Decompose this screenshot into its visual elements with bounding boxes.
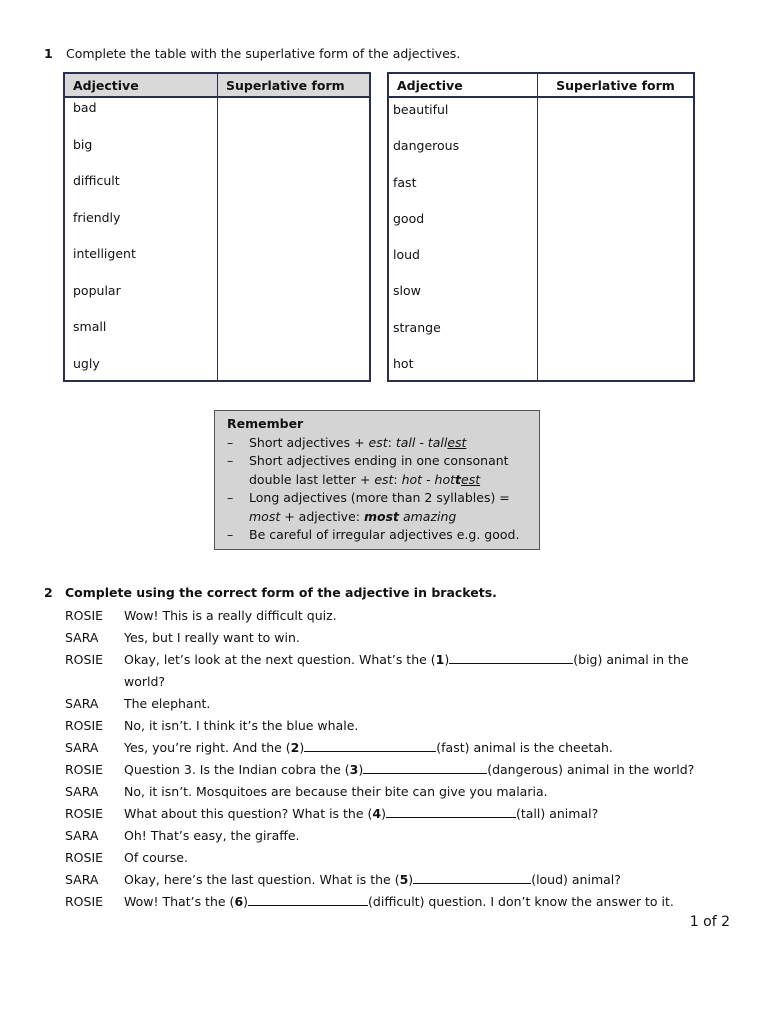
dialogue-line [65, 759, 705, 781]
speaker: ROSIE [65, 894, 104, 909]
line-text: Wow! This is a really difficult quiz. [124, 608, 337, 623]
header-adjective: Adjective [388, 73, 538, 97]
adjective-cell: fast [393, 174, 417, 190]
dialogue-line [65, 627, 705, 649]
header-superlative: Superlative form [218, 73, 371, 97]
adjective-cell: popular [73, 282, 121, 298]
line-text: No, it isn’t. I think it’s the blue whale. [124, 718, 359, 733]
line-text: Of course. [124, 850, 188, 865]
question-number: 1 [44, 46, 53, 61]
adjective-table-left [63, 72, 371, 382]
adjective-cell: hot [393, 356, 414, 372]
blank-number: 3 [349, 762, 359, 777]
adjective-cell: big [73, 136, 93, 152]
adjective-cell: strange [393, 319, 441, 335]
dialogue-line [65, 737, 705, 759]
remember-box [214, 410, 540, 550]
answer-blank[interactable] [304, 738, 436, 752]
rule-irregular: – Be careful of irregular adjectives e.g. good. [227, 526, 527, 545]
answer-blank[interactable] [386, 804, 516, 818]
adjective-cell: difficult [73, 173, 120, 188]
rule-short-adjectives: – Short adjectives + est: tall - tallest [227, 434, 527, 453]
dialogue-line [65, 891, 705, 913]
question-2-heading [44, 585, 497, 600]
speaker: ROSIE [65, 762, 104, 777]
answer-blank[interactable] [413, 870, 531, 884]
adjective-table-right [387, 72, 695, 382]
line-text: No, it isn’t. Mosquitoes are because their bite can give you malaria. [124, 784, 548, 799]
header-adjective: Adjective [64, 73, 218, 97]
adjective-cell: dangerous [393, 138, 460, 154]
adjective-cell: good [393, 210, 425, 226]
speaker: ROSIE [65, 652, 104, 667]
adjective-cell: bad [73, 100, 97, 115]
speaker: ROSIE [65, 806, 104, 821]
adjective-cell: intelligent [73, 246, 136, 261]
superlative-answer-column[interactable] [218, 97, 371, 381]
adjective-column [388, 97, 538, 381]
answer-blank[interactable] [363, 760, 487, 774]
line-text: What about this question? What is the (4) (tall) animal? [124, 806, 599, 821]
line-text: Yes, but I really want to win. [124, 630, 300, 645]
answer-blank[interactable] [248, 892, 368, 906]
speaker: ROSIE [65, 850, 104, 865]
speaker: SARA [65, 630, 99, 645]
line-text: Oh! That’s easy, the giraffe. [124, 828, 300, 843]
dialogue-line [65, 693, 705, 715]
line-text: Question 3. Is the Indian cobra the (3) (dangerous) animal in the world? [124, 762, 695, 777]
rule-double-consonant: – Short adjectives ending in one consonant double last letter + est: hot - hottest [227, 452, 527, 489]
blank-number: 5 [399, 872, 409, 887]
speaker: ROSIE [65, 718, 104, 733]
dialogue [65, 605, 705, 913]
question-number: 2 [44, 585, 53, 600]
adjective-cell: slow [393, 283, 421, 299]
speaker: SARA [65, 740, 99, 755]
line-text: Okay, let’s look at the next question. What’s the (1) (big) animal in the world? [124, 652, 689, 689]
blank-number: 2 [290, 740, 300, 755]
blank-number: 6 [234, 894, 244, 909]
dialogue-line [65, 605, 705, 627]
line-text: The elephant. [124, 696, 211, 711]
dialogue-line [65, 715, 705, 737]
question-1-heading [44, 46, 460, 61]
dialogue-line [65, 847, 705, 869]
header-superlative: Superlative form [538, 73, 695, 97]
blank-number: 1 [435, 652, 445, 667]
adjective-column [64, 97, 218, 381]
adjective-cell: small [73, 319, 107, 334]
line-text: Wow! That’s the (6) (difficult) question. I don’t know the answer to it. [124, 894, 674, 909]
remember-title: Remember [227, 416, 304, 431]
line-text: Okay, here’s the last question. What is the (5) (loud) animal? [124, 872, 621, 887]
speaker: SARA [65, 828, 99, 843]
dialogue-line [65, 825, 705, 847]
dialogue-line [65, 781, 705, 803]
superlative-answer-column[interactable] [538, 97, 695, 381]
page-number: 1 of 2 [689, 914, 730, 930]
speaker: ROSIE [65, 608, 104, 623]
speaker: SARA [65, 872, 99, 887]
rule-long-adjectives: – Long adjectives (more than 2 syllables) = most + adjective: most amazing [227, 489, 527, 526]
blank-number: 4 [372, 806, 382, 821]
adjective-cell: friendly [73, 209, 121, 225]
dialogue-line [65, 649, 705, 693]
adjective-cell: ugly [73, 355, 100, 371]
dialogue-line [65, 803, 705, 825]
adjective-cell: loud [393, 247, 420, 263]
line-text: Yes, you’re right. And the (2) (fast) animal is the cheetah. [124, 740, 613, 755]
speaker: SARA [65, 696, 99, 711]
question-instruction: Complete using the correct form of the adjective in brackets. [65, 585, 497, 600]
dialogue-line [65, 869, 705, 891]
question-instruction: Complete the table with the superlative form of the adjectives. [66, 46, 461, 61]
answer-blank[interactable] [449, 650, 573, 664]
speaker: SARA [65, 784, 99, 799]
adjective-cell: beautiful [393, 102, 449, 117]
